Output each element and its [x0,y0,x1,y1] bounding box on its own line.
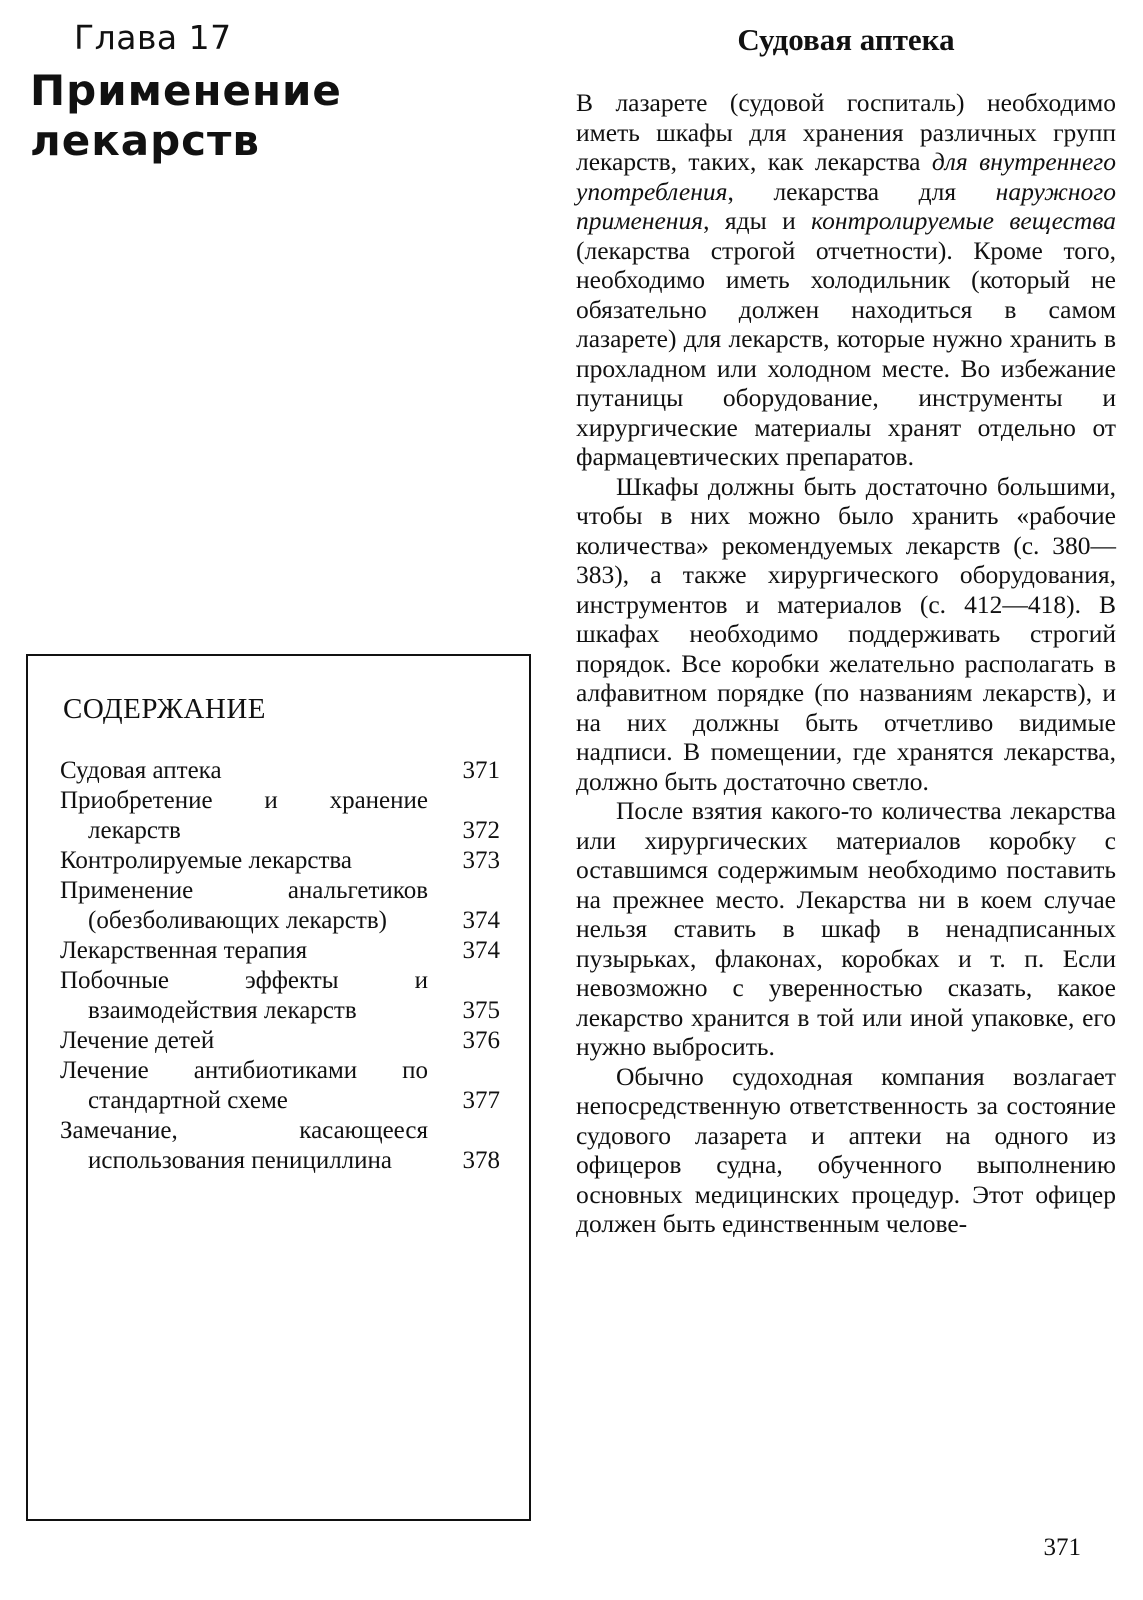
paragraph-4: Обычно судоходная компания возлагает непосредственную ответственность за состояние судового лазарета и аптеки на одного из офицеров судна, обученного выполнению основных медицинских процедур. Этот офицер должен быть единственным челове- [576,1061,1116,1238]
toc-entry-title: Замечание, касающееся использования пенициллина [60,1117,428,1174]
page-number: 371 [1043,1534,1081,1561]
toc-entry-title: Лекарственная терапия [60,937,308,964]
paragraph-1-text-a: В лазарете (судовой госпиталь) необходимо иметь шкафы для хранения различных групп лекарств, таких, как лекарства [576,88,1116,176]
toc-entry-page: 378 [462,1147,500,1174]
toc-entry-page: 376 [462,1027,500,1054]
toc-entry [60,936,500,966]
paragraph-1-text-e: , яды и [703,206,812,235]
toc-entry-page: 372 [462,817,500,844]
toc-heading: СОДЕРЖАНИЕ [63,693,266,725]
toc-entry-title: Побочные эффекты и взаимодействия лекарств [60,967,428,1024]
paragraph-3: После взятия какого-то количества лекарства или хирургических материалов коробку с оставшимся содержимым необходимо поставить на прежнее место. Лекарства ни в коем случае нельзя ставить в шкаф в ненадписанных пузырьках, флаконах, коробках и т. п. Если невозможно с уверенностью сказать, какое лекарство хранится в той или иной упаковке, его нужно выбросить. [576,796,1116,1061]
paragraph-1 [576,88,1116,472]
paragraph-2: Шкафы должны быть достаточно большими, чтобы в них можно было хранить «рабочие количества» рекомендуемых лекарств (с. 380—383), а также хирургического оборудования, инструментов и материалов (с. 412—418). В шкафах необходимо поддерживать строгий порядок. Все коробки желательно располагать в алфавитном порядке (по названиям лекарств), и на них должны быть отчетливо видимые надписи. В помещении, где хранятся лекарства, должно быть достаточно светло. [576,471,1116,796]
toc-entry [60,876,500,936]
toc-entry-page: 374 [462,907,500,934]
toc-entry-title: Лечение детей [60,1027,215,1054]
toc-entry-page: 373 [462,847,500,874]
toc-entry [60,1026,500,1056]
toc-entry [60,756,500,786]
toc-entry-title: Контролируемые лекарства [60,847,352,874]
chapter-title-line-1: Применение [30,66,342,115]
paragraph-1-text-c: , лекарства для [727,176,996,206]
toc-entry-title: Приобретение и хранение лекарств [60,787,428,844]
toc-entry-page: 371 [462,757,500,784]
toc-entry-title: Применение анальгетиков (обезболивающих лекарств) [60,877,428,934]
chapter-title [30,66,342,166]
toc-entry-page: 375 [462,997,500,1024]
toc-entry [60,1116,500,1176]
paragraph-1-emphasis-external: наружного применения [576,176,1116,235]
paragraph-1-emphasis-internal: для внутреннего употребления [576,147,1116,206]
toc-list [60,756,500,1176]
toc-entry [60,966,500,1026]
chapter-title-line-2: лекарств [30,116,260,165]
chapter-label: Глава 17 [74,18,232,57]
toc-entry [60,846,500,876]
paragraph-1-text-g: (лекарства строгой отчетности). Кроме того, необходимо иметь холодильник (который не обязательно должен находиться в самом лазарете) для лекарств, которые нужно хранить в прохладном или холодном месте. Во избежание путаницы оборудование, инструменты и хирургические материалы хранят отдельно от фармацевтических препаратов. [576,235,1116,471]
toc-entry [60,786,500,846]
toc-entry-page: 377 [462,1087,500,1114]
toc-entry [60,1056,500,1116]
section-title: Судовая аптека [737,22,955,57]
toc-entry-title: Лечение антибиотиками по стандартной схеме [60,1057,428,1114]
toc-entry-page: 374 [462,937,500,964]
toc-entry-title: Судовая аптека [60,757,222,784]
paragraph-1-emphasis-controlled: контролируемые вещества [811,206,1116,235]
section-body [576,88,1116,1239]
table-of-contents [26,654,531,1521]
